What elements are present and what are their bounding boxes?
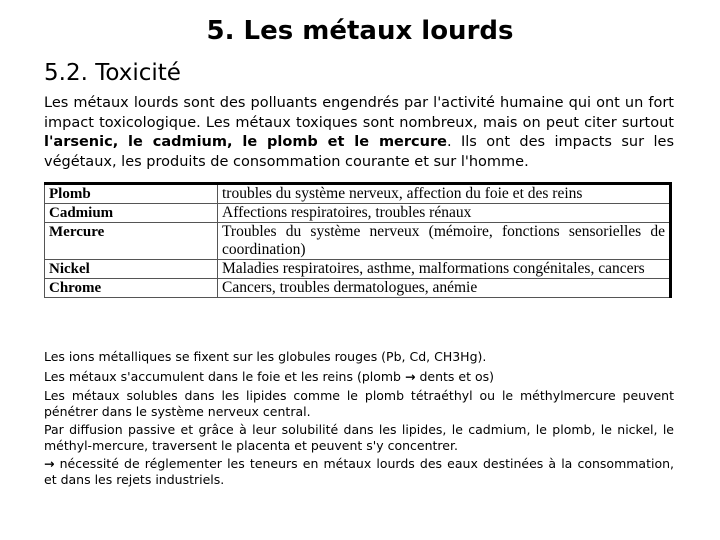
effect-cell: Cancers, troubles dermatologues, anémie [218,279,671,298]
effect-cell: troubles du système nerveux, affection du foie et des reins [218,184,671,204]
right-arrow-icon: → [44,456,55,471]
table-row [45,260,671,279]
note-line: Les ions métalliques se fixent sur les globules rouges (Pb, Cd, CH3Hg). [44,349,487,364]
toxicity-table [44,182,672,298]
metal-cell: Mercure [45,223,218,260]
right-arrow-icon: → [404,368,416,384]
note-text: Les métaux s'accumulent dans le foie et les reins (plomb [44,368,401,384]
table-row [45,204,671,223]
metal-cell: Plomb [45,184,218,204]
note-line [44,367,674,387]
note-line [44,456,674,488]
effect-cell: Maladies respiratoires, asthme, malformations congénitales, cancers [218,260,671,279]
intro-paragraph [44,94,674,172]
page-title: 5. Les métaux lourds [206,16,514,46]
metal-cell: Chrome [45,279,218,298]
table-row [45,184,671,204]
effect-cell: Troubles du système nerveux (mémoire, fonctions sensorielles de coordination) [218,223,671,260]
table-row [45,223,671,260]
effect-cell: Affections respiratoires, troubles rénaux [218,204,671,223]
intro-text-1: Les métaux lourds sont des polluants engendrés par l'activité humaine qui ont un fort impact toxicologique. Les métaux toxiques sont nombreux, mais on peut citer surtout [44,95,674,131]
intro-text-2: . Ils ont des impacts sur les végétaux, les produits de consommation courante et sur l'homme. [44,134,675,170]
note-text: dents et os) [419,368,494,384]
note-line: Par diffusion passive et grâce à leur solubilité dans les lipides, le cadmium, le plomb, le nickel, le méthyl-mercure, traversent le placenta et peuvent s'y concentrer. [44,422,674,453]
note-line: Les métaux solubles dans les lipides comme le plomb tétraéthyl ou le méthylmercure peuvent pénétrer dans le système nerveux central. [44,388,674,419]
notes-block [44,347,674,490]
note-text: nécessité de réglementer les teneurs en métaux lourds des eaux destinées à la consommation, et dans les rejets industriels. [44,456,675,487]
metal-cell: Cadmium [45,204,218,223]
intro-bold-metals: l'arsenic, le cadmium, le plomb et le mercure [44,134,447,150]
metal-cell: Nickel [45,260,218,279]
section-subtitle: 5.2. Toxicité [44,60,181,86]
table-row [45,279,671,298]
